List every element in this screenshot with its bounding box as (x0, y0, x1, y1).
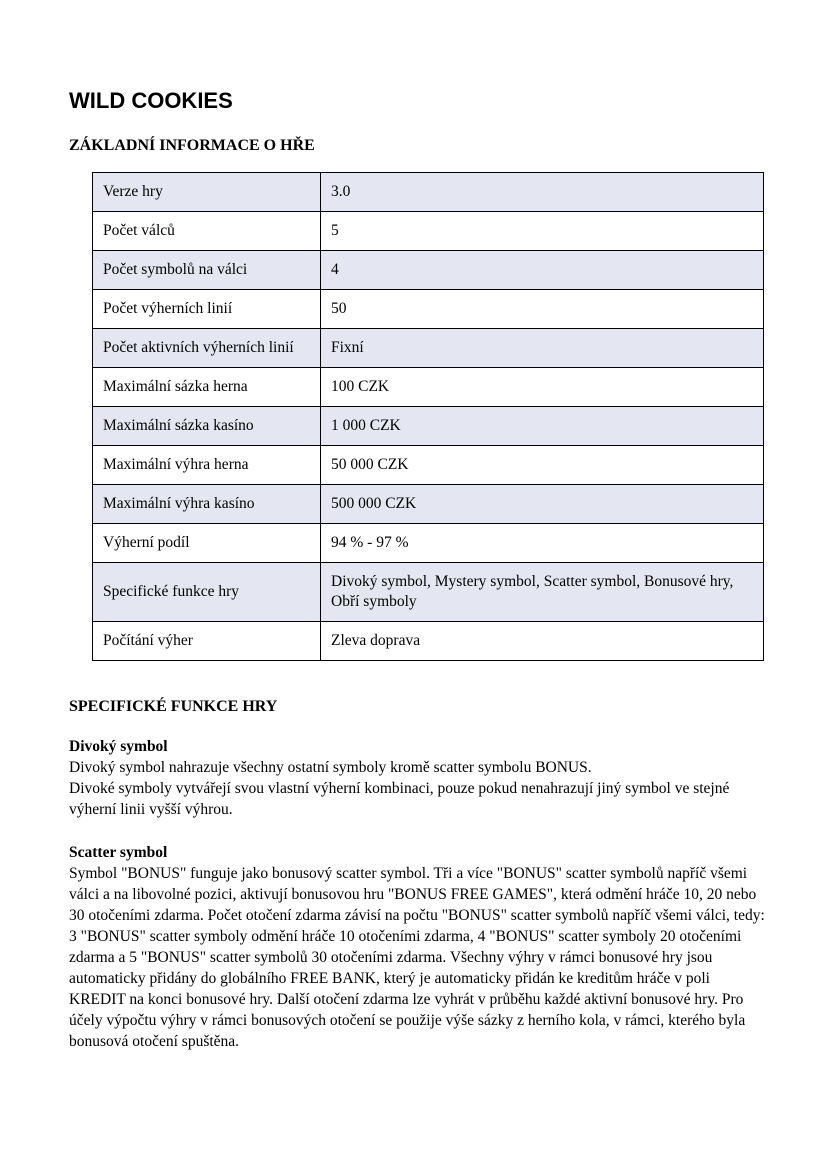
table-cell-value: Fixní (321, 329, 764, 368)
table-row-max-vyhra-kasino (93, 485, 764, 524)
basic-info-table (92, 172, 764, 661)
section-specific-functions-heading: SPECIFICKÉ FUNKCE HRY (69, 698, 278, 715)
table-row-pocet-vyhernich-linii (93, 290, 764, 329)
table-cell-label: Maximální sázka herna (93, 368, 321, 407)
table-cell-label: Specifické funkce hry (93, 563, 321, 622)
table-cell-label: Počet výherních linií (93, 290, 321, 329)
table-cell-label: Verze hry (93, 173, 321, 212)
wild-symbol-paragraph: Divoké symboly vytvářejí svou vlastní výherní kombinaci, pouze pokud nenahrazují jiný symbol ve stejné výherní linii vyšší výhrou. (69, 780, 730, 818)
table-row-pocet-valcu (93, 212, 764, 251)
table-cell-value: 100 CZK (321, 368, 764, 407)
table-cell-label: Maximální výhra herna (93, 446, 321, 485)
table-row-max-sazka-kasino (93, 407, 764, 446)
table-cell-value: 94 % - 97 % (321, 524, 764, 563)
table-row-specificke-funkce (93, 563, 764, 622)
table-row-max-vyhra-herna (93, 446, 764, 485)
table-cell-value: 50 000 CZK (321, 446, 764, 485)
table-cell-value: 4 (321, 251, 764, 290)
table-cell-value: Divoký symbol, Mystery symbol, Scatter symbol, Bonusové hry, Obří symboly (321, 563, 764, 622)
table-cell-value: 50 (321, 290, 764, 329)
wild-symbol-title: Divoký symbol (69, 738, 168, 755)
table-row-vyherni-podil (93, 524, 764, 563)
table-cell-value: Zleva doprava (321, 622, 764, 661)
table-cell-label: Počet symbolů na válci (93, 251, 321, 290)
table-cell-label: Maximální sázka kasíno (93, 407, 321, 446)
table-cell-label: Výherní podíl (93, 524, 321, 563)
table-row-pocitani-vyher (93, 622, 764, 661)
table-cell-label: Počet aktivních výherních linií (93, 329, 321, 368)
table-cell-value: 5 (321, 212, 764, 251)
page-title: WILD COOKIES (69, 88, 233, 113)
table-row-pocet-aktivnich-linii (93, 329, 764, 368)
table-cell-value: 500 000 CZK (321, 485, 764, 524)
scatter-symbol-paragraph: Symbol "BONUS" funguje jako bonusový scatter symbol. Tři a více "BONUS" scatter symbolů napříč všemi válci a na libovolné pozici, aktivují bonusovou hru "BONUS FREE GAMES", která odmění hráče 10, 20 nebo 30 otočeními zdarma. Počet otočení zdarma závisí na počtu "BONUS" scatter symbolů napříč všemi válci, tedy: 3 "BONUS" scatter symboly odmění hráče 10 otočeními zdarma, 4 "BONUS" scatter symboly 20 otočeními zdarma a 5 "BONUS" scatter symbolů 30 otočeními zdarma. Všechny výhry v rámci bonusové hry jsou automaticky přidány do globálního FREE BANK, který je automaticky přidán ke kreditům hráče v poli KREDIT na konci bonusové hry. Další otočení zdarma lze vyhrát v průběhu každé aktivní bonusové hry. Pro účely výpočtu výhry v rámci bonusových otočení se použije výše sázky z herního kola, v rámci, kterého byla bonusová otočení spuštěna. (69, 865, 765, 1050)
table-cell-value: 1 000 CZK (321, 407, 764, 446)
table-row-max-sazka-herna (93, 368, 764, 407)
table-cell-label: Počet válců (93, 212, 321, 251)
scatter-symbol-block (69, 842, 770, 1052)
wild-symbol-paragraph: Divoký symbol nahrazuje všechny ostatní symboly kromě scatter symbolu BONUS. (69, 759, 592, 776)
table-row-verze-hry (93, 173, 764, 212)
wild-symbol-block (69, 736, 770, 820)
table-cell-label: Maximální výhra kasíno (93, 485, 321, 524)
section-basic-info-heading: ZÁKLADNÍ INFORMACE O HŘE (69, 137, 315, 154)
scatter-symbol-title: Scatter symbol (69, 844, 168, 861)
table-cell-value: 3.0 (321, 173, 764, 212)
table-row-pocet-symbolu (93, 251, 764, 290)
table-cell-label: Počítání výher (93, 622, 321, 661)
